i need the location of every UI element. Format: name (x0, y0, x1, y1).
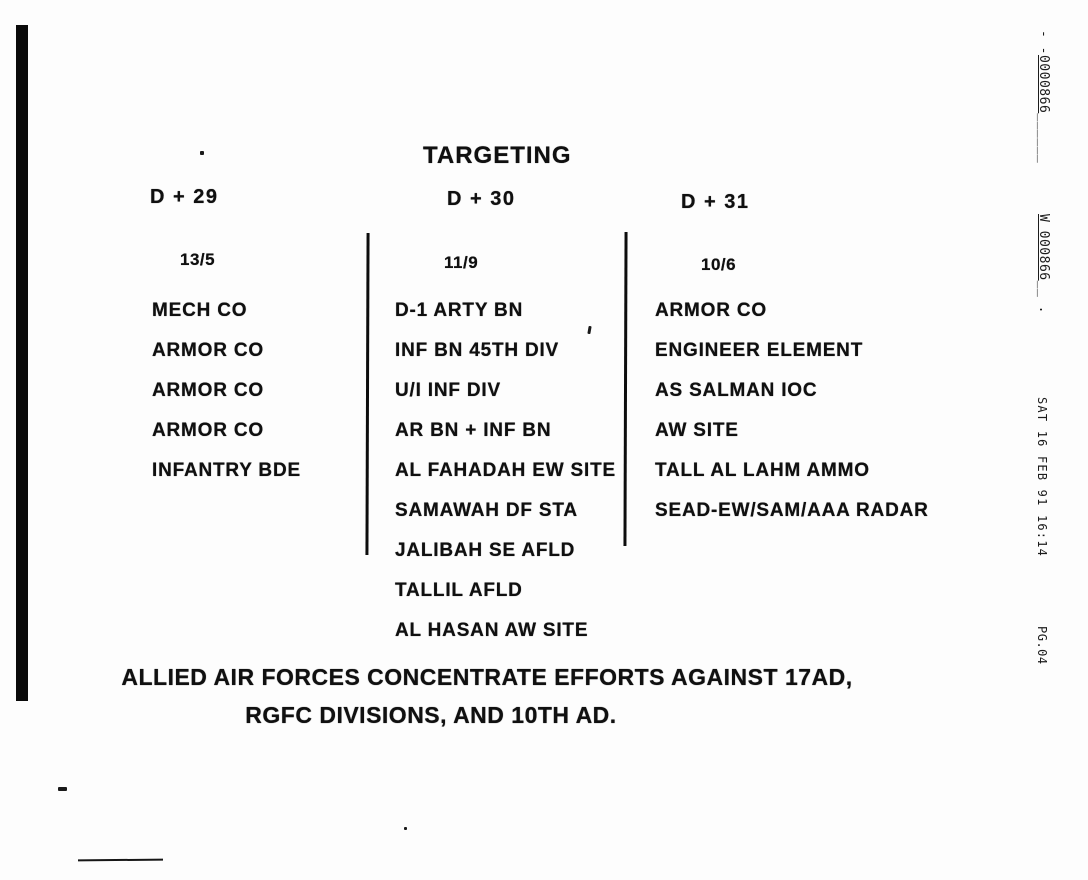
scan-speck (200, 151, 204, 155)
target-item: ARMOR CO (655, 300, 767, 321)
ratio-d31: 10/6 (701, 255, 737, 274)
target-item: TALLIL AFLD (395, 580, 523, 601)
ratio-d29: 13/5 (180, 250, 216, 269)
target-item: TALL AL LAHM AMMO (655, 460, 870, 481)
margin-stamp-document-number (1036, 30, 1051, 163)
page-title: TARGETING (423, 142, 572, 169)
ratio-d30: 11/9 (444, 253, 479, 272)
stamp-number: W 000866 (1036, 214, 1051, 281)
target-item: U/I INF DIV (395, 380, 501, 401)
margin-page-number: PG.04 (1035, 626, 1049, 665)
scan-speck (58, 787, 67, 791)
summary-line-2: RGFC DIVISIONS, AND 10TH AD. (245, 702, 617, 728)
target-item: ARMOR CO (152, 380, 264, 401)
target-item: AR BN + INF BN (395, 420, 552, 441)
stamp-underline: ______ (1036, 113, 1051, 164)
margin-timestamp: SAT 16 FEB 91 16:14 (1035, 397, 1049, 558)
column-header-d31: D + 31 (681, 191, 750, 213)
stamp-number: 0000866 (1036, 54, 1051, 114)
target-item: ENGINEER ELEMENT (655, 340, 864, 361)
summary-statement (84, 664, 890, 729)
margin-stamp-w-number (1036, 214, 1051, 314)
scan-speck (404, 827, 407, 830)
target-item: SEAD-EW/SAM/AAA RADAR (655, 500, 929, 521)
column-header-d30: D + 30 (447, 188, 516, 210)
target-item: D-1 ARTY BN (395, 300, 524, 321)
summary-line-1: ALLIED AIR FORCES CONCENTRATE EFFORTS AGAINST 17AD, (121, 664, 853, 690)
scan-binding-bar (16, 25, 28, 701)
target-column-d29 (152, 291, 301, 491)
scan-bottom-rule (78, 859, 163, 862)
target-item: AL HASAN AW SITE (395, 620, 589, 641)
column-header-d29: D + 29 (150, 186, 219, 208)
stamp-trailing-marks: __ . (1036, 280, 1051, 314)
target-column-d31 (655, 291, 929, 531)
target-column-d30 (395, 291, 616, 651)
target-item: AL FAHADAH EW SITE (395, 460, 616, 481)
target-item: MECH CO (152, 300, 248, 321)
target-item: SAMAWAH DF STA (395, 500, 578, 521)
stamp-prefix-marks: - - (1036, 30, 1051, 55)
target-item: INFANTRY BDE (152, 460, 301, 481)
target-item: ARMOR CO (152, 340, 264, 361)
column-divider-1 (365, 233, 369, 555)
target-item: INF BN 45TH DIV (395, 340, 560, 361)
column-divider-2 (623, 232, 627, 546)
target-item: ARMOR CO (152, 420, 264, 441)
target-item: AW SITE (655, 420, 739, 441)
target-item: AS SALMAN IOC (655, 380, 818, 401)
target-item: JALIBAH SE AFLD (395, 540, 576, 561)
